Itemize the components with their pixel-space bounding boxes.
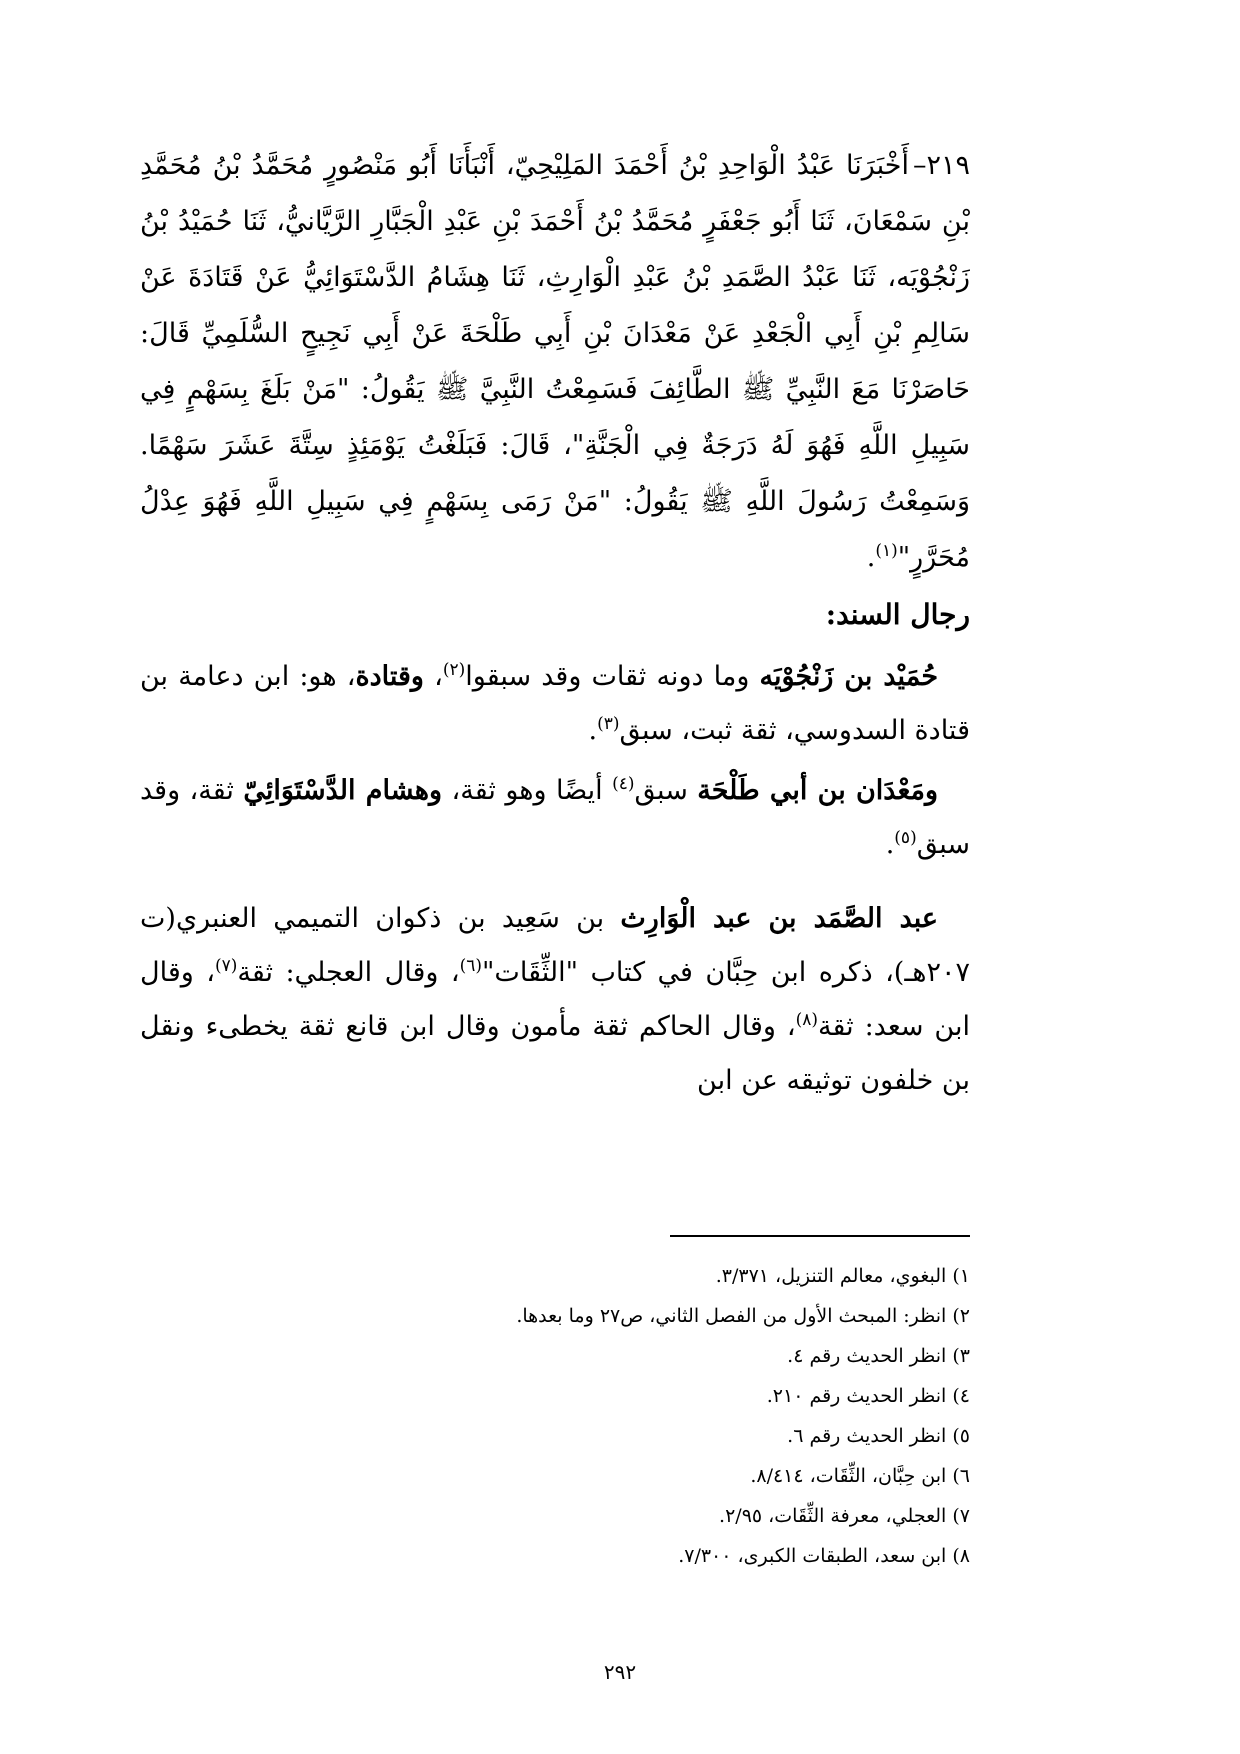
narrators-section <box>140 650 970 1114</box>
footnote-ref[interactable]: (٨) <box>795 1010 818 1030</box>
footnote-item: ٤) انظر الحديث رقم ٢١٠. <box>766 1385 970 1407</box>
narrator-name: حُمَيْد بن زَنْجُوْيَه <box>759 661 939 692</box>
narrator-name: وهشام الدَّسْتَوَائِيّ <box>243 775 443 806</box>
narrator-paragraph <box>140 764 970 872</box>
footnote-item: ٥) انظر الحديث رقم ٦. <box>787 1425 970 1447</box>
footnote-ref[interactable]: (٣) <box>597 714 620 734</box>
narrator-name: عبد الصَّمَد بن عبد الْوَارِث <box>620 903 938 934</box>
footnote-item: ١) البغوي، معالم التنزيل، ٣/٣٧١. <box>715 1265 970 1287</box>
footnote-item: ٣) انظر الحديث رقم ٤. <box>787 1345 970 1367</box>
footnote-item: ٧) العجلي، معرفة الثِّقَات، ٢/٩٥. <box>719 1505 970 1527</box>
narrator-name: ومَعْدَان بن أبي طَلْحَة <box>697 775 938 806</box>
narrator-text: ، وقال الحاكم ثقة مأمون وقال ابن قانع ثقة يخطىء ونقل بن خلفون توثيقه عن ابن <box>140 1011 970 1096</box>
footnote-item: ٦) ابن حِبَّان، الثِّقَات، ٨/٤١٤. <box>750 1465 970 1487</box>
narrator-text: ، <box>423 661 443 692</box>
hadith-number: ٢١٩– <box>912 150 970 181</box>
footnote-item: ٢) انظر: المبحث الأول من الفصل الثاني، ص٢٧ وما بعدها. <box>516 1305 970 1327</box>
footnote-ref[interactable]: (٢) <box>442 660 466 680</box>
hadith-end: . <box>866 542 876 573</box>
narrator-text: وما دونه ثقات وقد سبقوا <box>465 661 760 692</box>
narrator-text: ، وقال ابن سعد: ثقة <box>140 957 970 1042</box>
narrator-text: ، هو: ابن دعامة بن قتادة السدوسي، ثقة ثبت، سبق <box>140 661 970 746</box>
page-number: ٢٩٢ <box>603 1660 637 1684</box>
hadith-block <box>140 138 970 586</box>
footnote-ref[interactable]: (١) <box>875 541 898 561</box>
footnote-ref[interactable]: (٦) <box>459 956 482 976</box>
narrator-name: وقتادة <box>355 661 424 692</box>
narrator-text: بن سَعِيد بن ذكوان التميمي العنبري(ت ٢٠٧هـ)، ذكره ابن حِبَّان في كتاب "الثِّقَات" <box>140 903 971 988</box>
footnotes-list <box>140 1256 970 1576</box>
narrator-paragraph <box>140 650 970 758</box>
narrator-paragraph <box>140 892 970 1108</box>
footnote-item: ٨) ابن سعد، الطبقات الكبرى، ٧/٣٠٠. <box>678 1545 970 1567</box>
footnote-ref[interactable]: (٤) <box>612 774 635 794</box>
footnote-divider <box>670 1235 970 1237</box>
footnote-ref[interactable]: (٥) <box>894 828 917 848</box>
narrator-text: أيضًا وهو ثقة، <box>442 775 613 806</box>
narrator-text: ثقة، وقد سبق <box>140 775 970 860</box>
section-heading: رجال السند: <box>825 598 970 631</box>
narrator-text: . <box>588 715 598 746</box>
narrator-text: سبق <box>634 775 698 806</box>
hadith-text: أَخْبَرَنَا عَبْدُ الْوَاحِدِ بْنُ أَحْمَدَ المَلِيْحِيّ، أَنْبَأَنَا أَبُو مَنْصُورٍ مُحَمَّدُ بْنُ مُحَمَّدِ بْنِ سَمْعَانَ، ثَنَا أَبُو جَعْفَرٍ مُحَمَّدُ بْنُ أَحْمَدَ بْنِ عَبْدِ الْجَبَّارِ الرَّيَّانيُّ، ثَنَا حُمَيْدُ بْنُ زَنْجُوْيَه، ثَنَا عَبْدُ الصَّمَدِ بْنُ عَبْدِ الْوَارِثِ، ثَنَا هِشَامُ الدَّسْتَوَائِيُّ عَنْ قَتَادَةَ عَنْ سَالِمِ بْنِ أَبِي الْجَعْدِ عَنْ مَعْدَانَ بْنِ أَبِي طَلْحَةَ عَنْ أَبِي نَجِيحٍ السُّلَمِيِّ قَالَ: حَاصَرْنَا مَعَ النَّبِيِّ ﷺ الطَّائِفَ فَسَمِعْتُ النَّبِيَّ ﷺ يَقُولُ: "مَنْ بَلَغَ بِسَهْمٍ فِي سَبِيلِ اللَّهِ فَهُوَ لَهُ دَرَجَةٌ فِي الْجَنَّةِ"، قَالَ: فَبَلَغْتُ يَوْمَئِذٍ سِتَّةَ عَشَرَ سَهْمًا. وَسَمِعْتُ رَسُولَ اللَّهِ ﷺ يَقُولُ: "مَنْ رَمَى بِسَهْمٍ فِي سَبِيلِ اللَّهِ فَهُوَ عِدْلُ مُحَرَّرٍ" <box>140 150 970 573</box>
hadith-paragraph <box>140 138 970 586</box>
narrator-text: ، وقال العجلي: ثقة <box>237 957 460 988</box>
footnote-ref[interactable]: (٧) <box>214 956 238 976</box>
narrator-text: . <box>885 829 895 860</box>
